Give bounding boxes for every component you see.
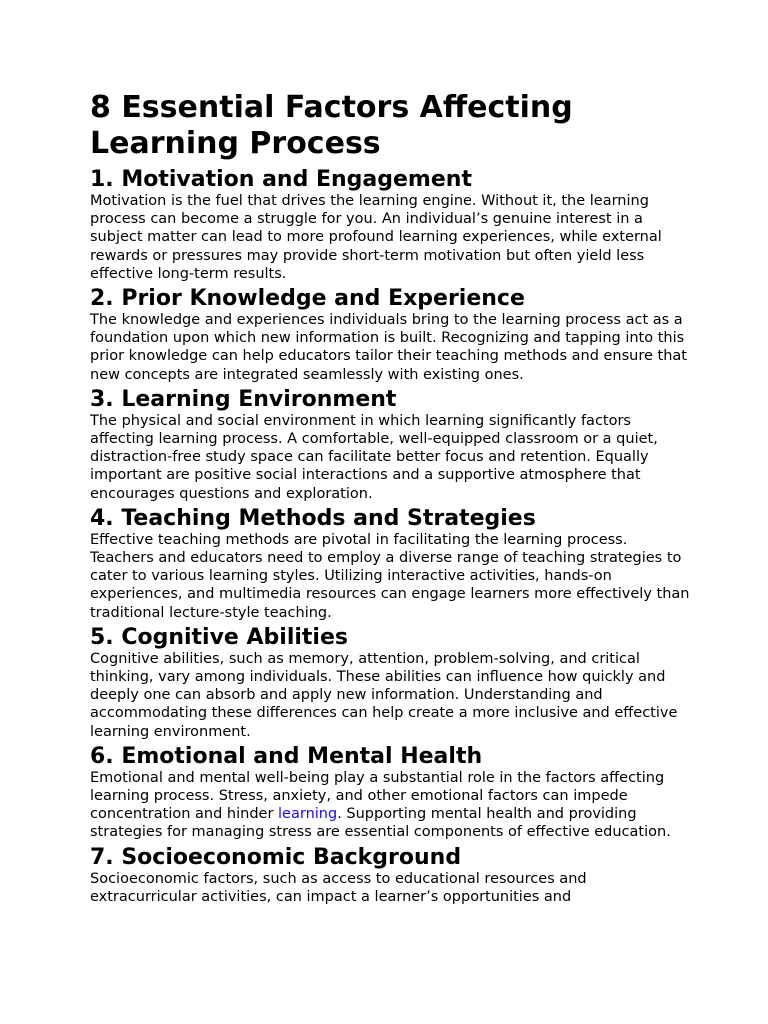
section-body-text: . Supporting mental health and providing strategies for managing stress are essential components of effective education. bbox=[90, 806, 671, 841]
section-motivation bbox=[90, 168, 690, 283]
section-heading: 2. Prior Knowledge and Experience bbox=[90, 286, 525, 312]
section-body: The physical and social environment in which learning significantly factors affecting learning process. A comfortable, well-equipped classroom or a quiet, distraction-free study space can facilitate better focus and retention. Equally important are positive social interactions and a supportive atmosphere that encourages questions and exploration. bbox=[90, 412, 658, 502]
article bbox=[90, 90, 690, 910]
section-body-text: Emotional and mental well-being play a substantial role in the factors affecting learning process. Stress, anxiety, and other emotional factors can impede concentration and hinder bbox=[90, 769, 665, 823]
section-prior-knowledge bbox=[90, 287, 690, 384]
section-emotional-health bbox=[90, 745, 690, 842]
section-teaching-methods bbox=[90, 507, 690, 622]
section-heading: 7. Socioeconomic Background bbox=[90, 844, 462, 870]
section-cognitive-abilities bbox=[90, 626, 690, 741]
section-body: The knowledge and experiences individuals bring to the learning process act as a foundation upon which new information is built. Recognizing and tapping into this prior knowledge can help educators tailor their teaching methods and ensure that new concepts are integrated seamlessly with existing ones. bbox=[90, 312, 687, 383]
section-socioeconomic bbox=[90, 846, 690, 906]
section-body: Effective teaching methods are pivotal in facilitating the learning process. Teachers and educators need to employ a diverse range of teaching strategies to cater to various learning styles. Utilizing interactive activities, hands-on experiences, and multimedia resources can engage learners more effectively than traditional lecture-style teaching. bbox=[90, 531, 690, 621]
section-heading: 3. Learning Environment bbox=[90, 386, 397, 412]
section-learning-environment bbox=[90, 388, 690, 503]
section-heading: 4. Teaching Methods and Strategies bbox=[90, 505, 536, 531]
section-heading: 1. Motivation and Engagement bbox=[90, 167, 472, 192]
section-body: Socioeconomic factors, such as access to educational resources and extracurricular activities, can impact a learner’s opportunities and bbox=[90, 870, 587, 905]
section-body: Motivation is the fuel that drives the learning engine. Without it, the learning process can become a struggle for you. An individual’s genuine interest in a subject matter can lead to more profound learning experiences, while external rewards or pressures may provide short-term motivation but often yield less effective long-term results. bbox=[90, 193, 662, 282]
section-heading: 5. Cognitive Abilities bbox=[90, 624, 348, 650]
learning-link[interactable]: learning bbox=[278, 806, 338, 823]
section-heading: 6. Emotional and Mental Health bbox=[90, 743, 483, 769]
section-body bbox=[90, 769, 690, 842]
article-title: 8 Essential Factors Affecting Learning Process bbox=[90, 90, 573, 161]
section-body: Cognitive abilities, such as memory, attention, problem-solving, and critical thinking, vary among individuals. These abilities can influence how quickly and deeply one can absorb and apply new information. Understanding and accommodating these differences can help create a more inclusive and effective learning environment. bbox=[90, 650, 678, 740]
